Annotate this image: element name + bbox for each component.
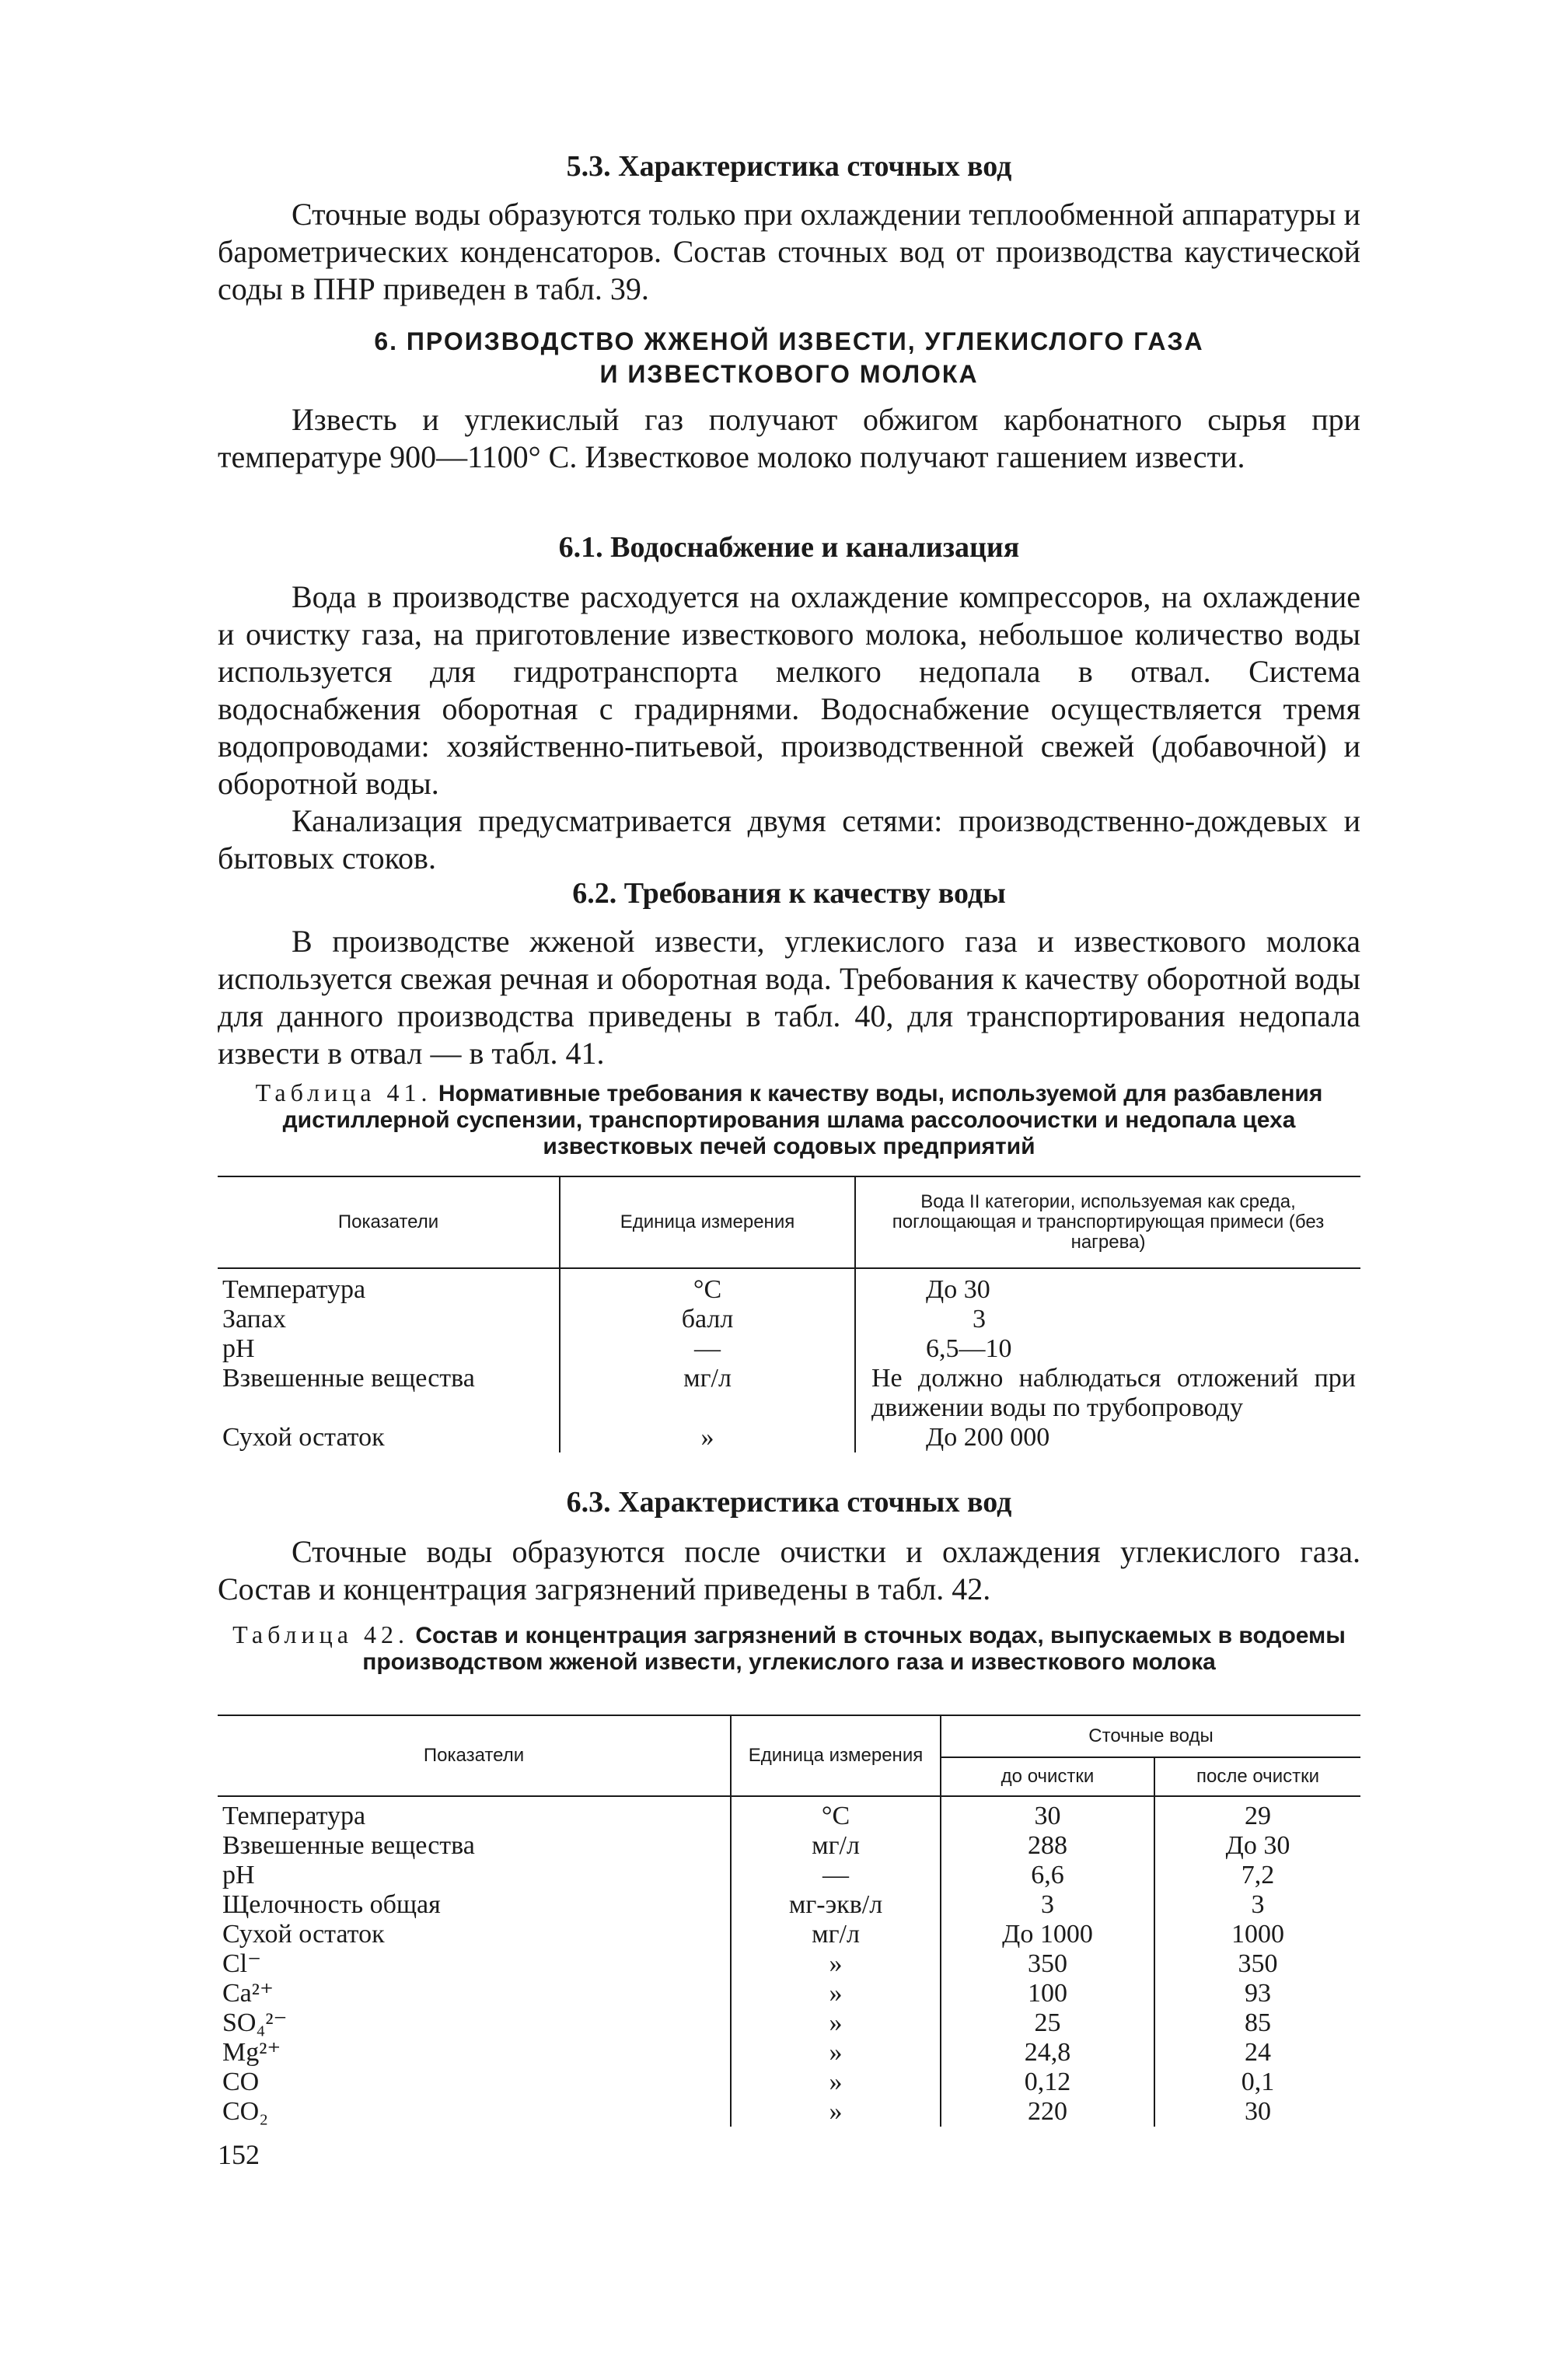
section-6-2 <box>218 875 1360 1072</box>
paragraph: Вода в производстве расходуется на охлаждение компрессоров, на охлаждение и очистку газа, на приготовление известкового молока, небольшое количество воды используется для гидротранспорта мелкого недопала в отвал. Система водоснабжения оборотная с градирнями. Водоснабжение осуществляется тремя водопроводами: хозяйственно-питьевой, производственной свежей (добавочной) и оборотной воды. <box>218 579 1360 801</box>
section-title: 6.3. Характеристика сточных вод <box>566 1486 1012 1519</box>
header-indicators: Показатели <box>337 1211 439 1232</box>
table-row: Взвешенные вещества мг/л 288 До 30 <box>218 1831 1360 1861</box>
chapter-title-line-2: И ИЗВЕСТКОВОГО МОЛОКА <box>599 360 979 388</box>
section-title: 6.1. Водоснабжение и канализация <box>558 531 1020 564</box>
table-row: Сухой остаток » До 200 000 <box>218 1423 1360 1452</box>
table-42-caption <box>218 1621 1360 1676</box>
paragraph: Сточные воды образуются только при охлаждении теплообменной аппаратуры и барометрических конденсаторов. Состав сточных вод от производства каустической соды в ПНР приведен в табл. 39. <box>218 197 1360 306</box>
section-6-3 <box>218 1484 1360 1608</box>
table-row: Щелочность общая мг-экв/л 3 3 <box>218 1890 1360 1920</box>
paragraph: В производстве жженой извести, углекислого газа и известкового молока используется свежая речная и оборотная вода. Требования к качеству оборотной воды для данного производства приведены в табл. 40, для транспортирования недопала извести в отвал — в табл. 41. <box>218 924 1360 1071</box>
caption-text: Состав и концентрация загрязнений в сточных водах, выпускаемых в водоемы производством жженой извести, углекислого газа и известкового молока <box>362 1623 1346 1675</box>
header-unit: Единица измерения <box>731 1715 941 1796</box>
table-41-caption <box>218 1079 1360 1160</box>
table-row: Mg²⁺ » 24,8 24 <box>218 2038 1360 2068</box>
table-41 <box>218 1176 1360 1452</box>
table-row: Температура °С До 30 <box>218 1268 1360 1305</box>
table-row: Температура °С 30 29 <box>218 1796 1360 1831</box>
caption-lead: Таблица 41. <box>255 1078 432 1106</box>
caption-lead: Таблица 42. <box>232 1620 409 1648</box>
table-row: CO₂ » 220 30 <box>218 2097 1360 2127</box>
table-row: pH — 6,5—10 <box>218 1334 1360 1364</box>
caption-text: Нормативные требования к качеству воды, используемой для разбавления дистиллерной суспензии, транспортирования шлама рассолоочистки и недопала цеха известковых печей содовых предприятий <box>282 1081 1323 1159</box>
header-water-category: Вода II категории, используемая как среда, поглощающая и транспортирующая примеси (без нагрева) <box>855 1176 1360 1268</box>
table-row: Ca²⁺ » 100 93 <box>218 1979 1360 2008</box>
table-row: Запах балл 3 <box>218 1305 1360 1334</box>
section-5-3 <box>218 148 1360 308</box>
section-6 <box>218 325 1360 476</box>
chapter-title-line-1: 6. ПРОИЗВОДСТВО ЖЖЕНОЙ ИЗВЕСТИ, УГЛЕКИСЛОГО ГАЗА <box>374 327 1204 355</box>
header-before-treatment: до очистки <box>941 1757 1154 1796</box>
table-row: CO » 0,12 0,1 <box>218 2068 1360 2097</box>
header-unit: Единица измерения <box>560 1176 855 1268</box>
section-title: 6.2. Требования к качеству воды <box>572 877 1006 910</box>
header-after-treatment: после очистки <box>1154 1757 1360 1796</box>
table-42 <box>218 1715 1360 2127</box>
paragraph: Сточные воды образуются после очистки и охлаждения углекислого газа. Состав и концентрация загрязнений приведены в табл. 42. <box>218 1534 1360 1606</box>
paragraph: Канализация предусматривается двумя сетями: производственно-дождевых и бытовых стоков. <box>218 803 1360 876</box>
paragraph: Известь и углекислый газ получают обжигом карбонатного сырья при температуре 900—1100° С. Известковое молоко получают гашением извести. <box>218 402 1360 474</box>
section-6-1 <box>218 529 1360 877</box>
page-number: 152 <box>218 2139 260 2170</box>
header-indicators: Показатели <box>423 1745 525 1766</box>
table-row: SO₄²⁻ » 25 85 <box>218 2008 1360 2038</box>
table-row: Взвешенные вещества мг/л Не должно наблюдаться отложений при движении воды по трубопроводу <box>218 1364 1360 1423</box>
section-title: 5.3. Характеристика сточных вод <box>566 150 1012 183</box>
table-row: Сухой остаток мг/л До 1000 1000 <box>218 1920 1360 1949</box>
table-row: pH — 6,6 7,2 <box>218 1861 1360 1890</box>
table-row: Cl⁻ » 350 350 <box>218 1949 1360 1979</box>
header-wastewater: Сточные воды <box>941 1715 1360 1757</box>
